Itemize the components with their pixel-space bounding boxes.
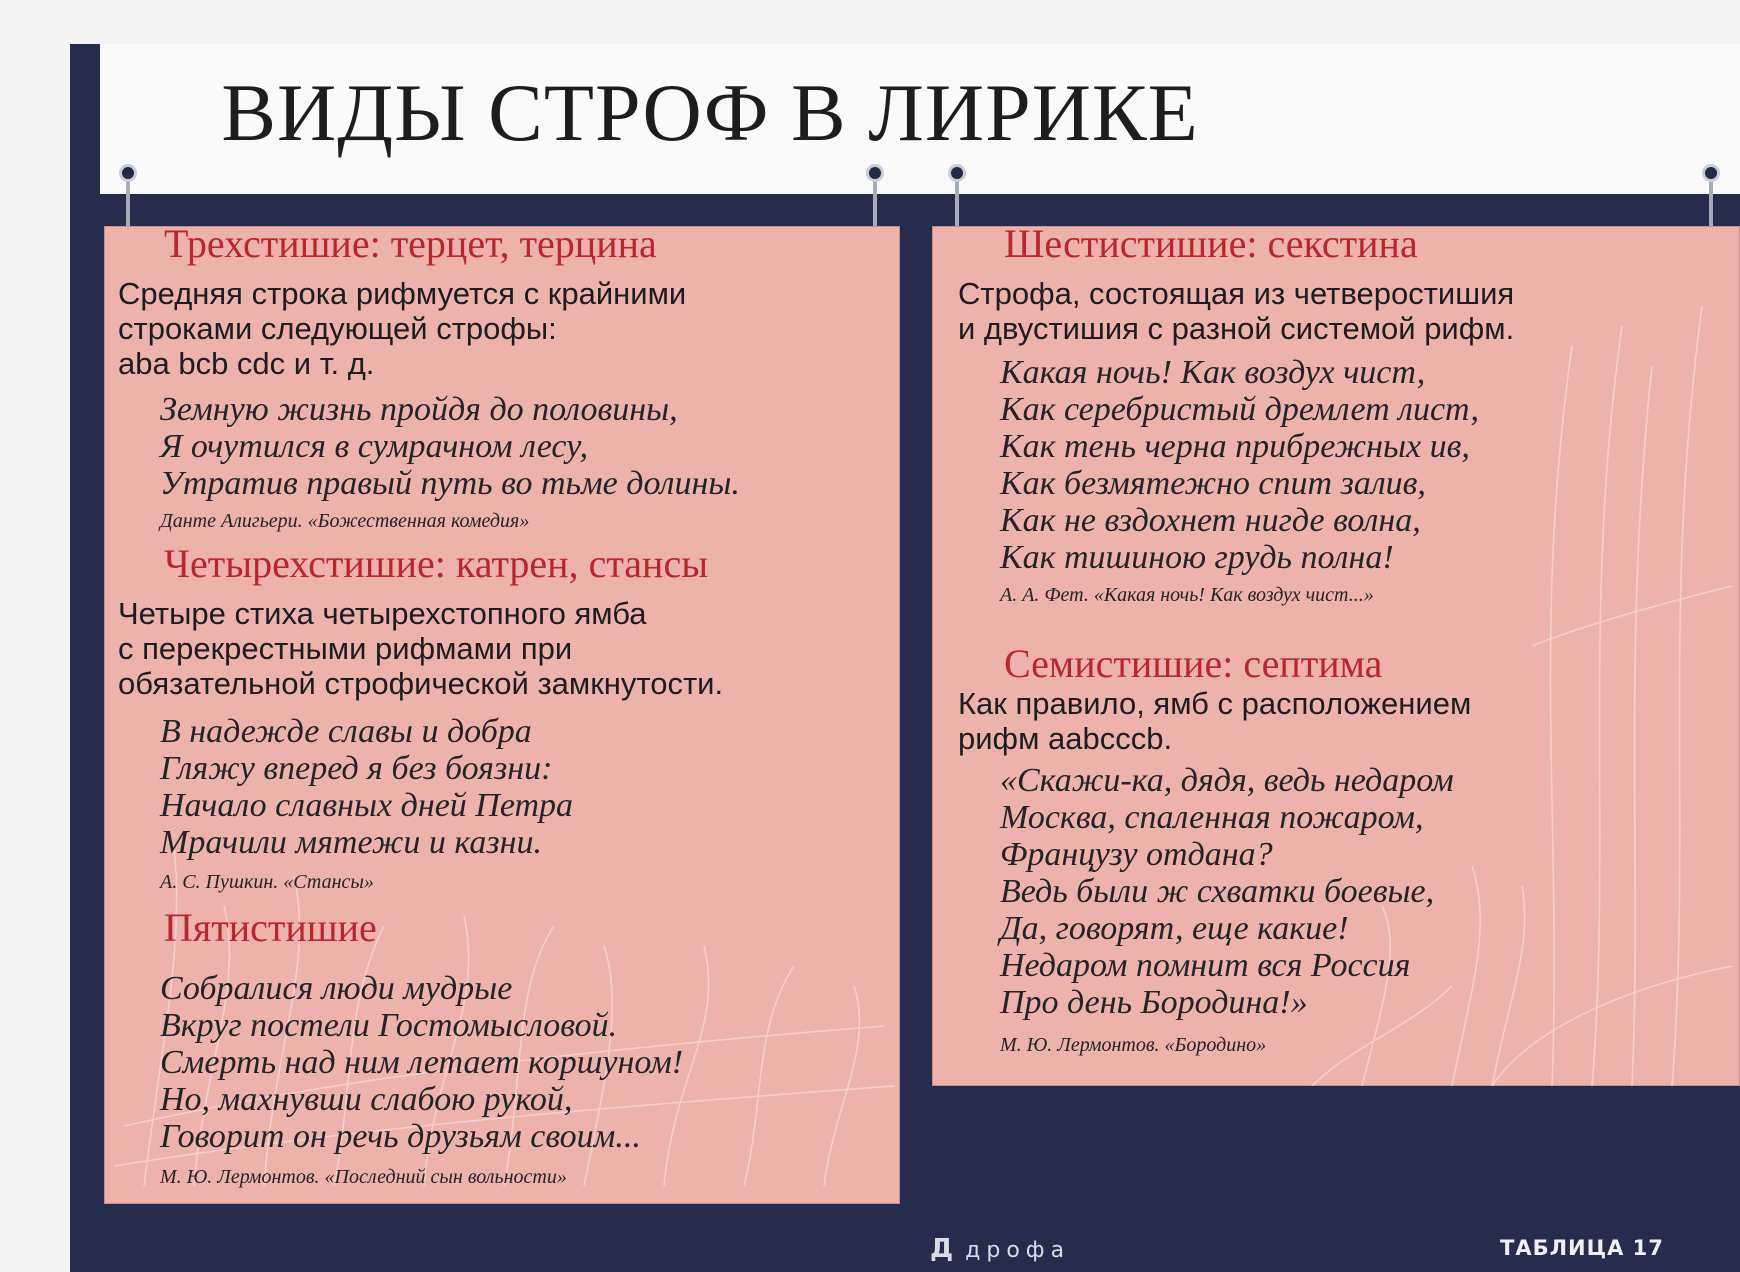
verse-line: Как тишиною грудь полна! (1000, 539, 1394, 576)
verse-septet (1000, 762, 1454, 1021)
description-line: Строфа, состоящая из четверостишия (958, 276, 1515, 311)
description-line: рифм aabcccb. (958, 721, 1173, 756)
verse-line: Как серебристый дремлет лист, (1000, 391, 1479, 428)
verse-line: Но, махнувши слабою рукой, (160, 1081, 573, 1118)
section-heading-tercet: Трехстишие: терцет, терцина (164, 226, 657, 266)
verse-line: Смерть над ним летает коршуном! (160, 1044, 684, 1081)
verse-line: Как безмятежно спит залив, (1000, 465, 1426, 502)
section-heading-quatrain: Четырехстишие: катрен, стансы (164, 541, 709, 586)
source-tercet: Данте Алигьери. «Божественная комедия» (160, 510, 530, 532)
binder-ring (866, 164, 884, 182)
description-line: обязательной строфической замкнутости. (118, 666, 724, 701)
source-sestet: А. А. Фет. «Какая ночь! Как воздух чист...» (1000, 584, 1374, 606)
verse-line: Недаром помнит вся Россия (1000, 947, 1411, 984)
left-panel (104, 226, 900, 1204)
binder-ring (948, 164, 966, 182)
page-title: ВИДЫ СТРОФ В ЛИРИКЕ (221, 67, 1199, 158)
verse-line: Как тень черна прибрежных ив, (1000, 428, 1470, 465)
binder-ring (1702, 164, 1720, 182)
verse-line: Я очутился в сумрачном лесу, (160, 428, 589, 465)
logo-text: дрофа (965, 1238, 1071, 1263)
verse-line: Ведь были ж схватки боевые, (1000, 873, 1435, 910)
verse-line: Вкруг постели Гостомысловой. (160, 1007, 618, 1044)
section-heading-septet: Семистишие: септима (1004, 641, 1383, 686)
verse-line: Гляжу вперед я без боязни: (160, 750, 553, 787)
logo-mark: Д (930, 1234, 960, 1264)
verse-tercet (160, 391, 740, 502)
section-description-quatrain (118, 596, 723, 701)
description-line: Четыре стиха четырехстопного ямба (118, 596, 647, 631)
verse-quatrain (160, 713, 573, 861)
verse-line: Как не вздохнет нигде волна, (1000, 502, 1421, 539)
description-line: Средняя строка рифмуется с крайними (118, 276, 687, 311)
binder-ring (119, 164, 137, 182)
verse-line: Французу отдана? (1000, 836, 1273, 873)
source-septet: М. Ю. Лермонтов. «Бородино» (1000, 1034, 1267, 1056)
verse-line: Москва, спаленная пожаром, (1000, 799, 1424, 836)
description-line: aba bcb cdc и т. д. (118, 346, 375, 381)
verse-line: Да, говорят, еще какие! (1000, 910, 1349, 947)
section-heading-sestet: Шестистишие: секстина (1004, 226, 1418, 266)
section-heading-quintain: Пятистишие (164, 905, 377, 950)
verse-line: Про день Бородина!» (1000, 984, 1308, 1021)
section-description-tercet (118, 276, 686, 381)
verse-line: Начало славных дней Петра (160, 787, 574, 824)
verse-quintain (160, 970, 683, 1155)
description-line: строками следующей строфы: (118, 311, 557, 346)
verse-line: Утратив правый путь во тьме долины. (160, 465, 740, 502)
source-quatrain: А. С. Пушкин. «Стансы» (160, 871, 374, 893)
verse-line: Какая ночь! Как воздух чист, (1000, 354, 1426, 391)
table-number: ТАБЛИЦА 17 (1500, 1236, 1664, 1260)
verse-sestet (1000, 354, 1479, 576)
publisher-logo (930, 1234, 1070, 1264)
verse-line: Собралися люди мудрые (160, 970, 513, 1007)
section-description-septet (958, 686, 1471, 756)
source-quintain: М. Ю. Лермонтов. «Последний сын вольности» (160, 1166, 567, 1188)
description-line: и двустишия с разной системой рифм. (958, 311, 1515, 346)
verse-line: Земную жизнь пройдя до половины, (160, 391, 678, 428)
verse-line: Говорит он речь друзьям своим... (160, 1118, 641, 1155)
verse-line: «Скажи-ка, дядя, ведь недаром (1000, 762, 1454, 799)
section-description-sestet (958, 276, 1514, 346)
verse-line: В надежде славы и добра (160, 713, 532, 750)
right-panel (932, 226, 1740, 1086)
description-line: Как правило, ямб с расположением (958, 686, 1472, 721)
description-line: с перекрестными рифмами при (118, 631, 573, 666)
verse-line: Мрачили мятежи и казни. (160, 824, 543, 861)
